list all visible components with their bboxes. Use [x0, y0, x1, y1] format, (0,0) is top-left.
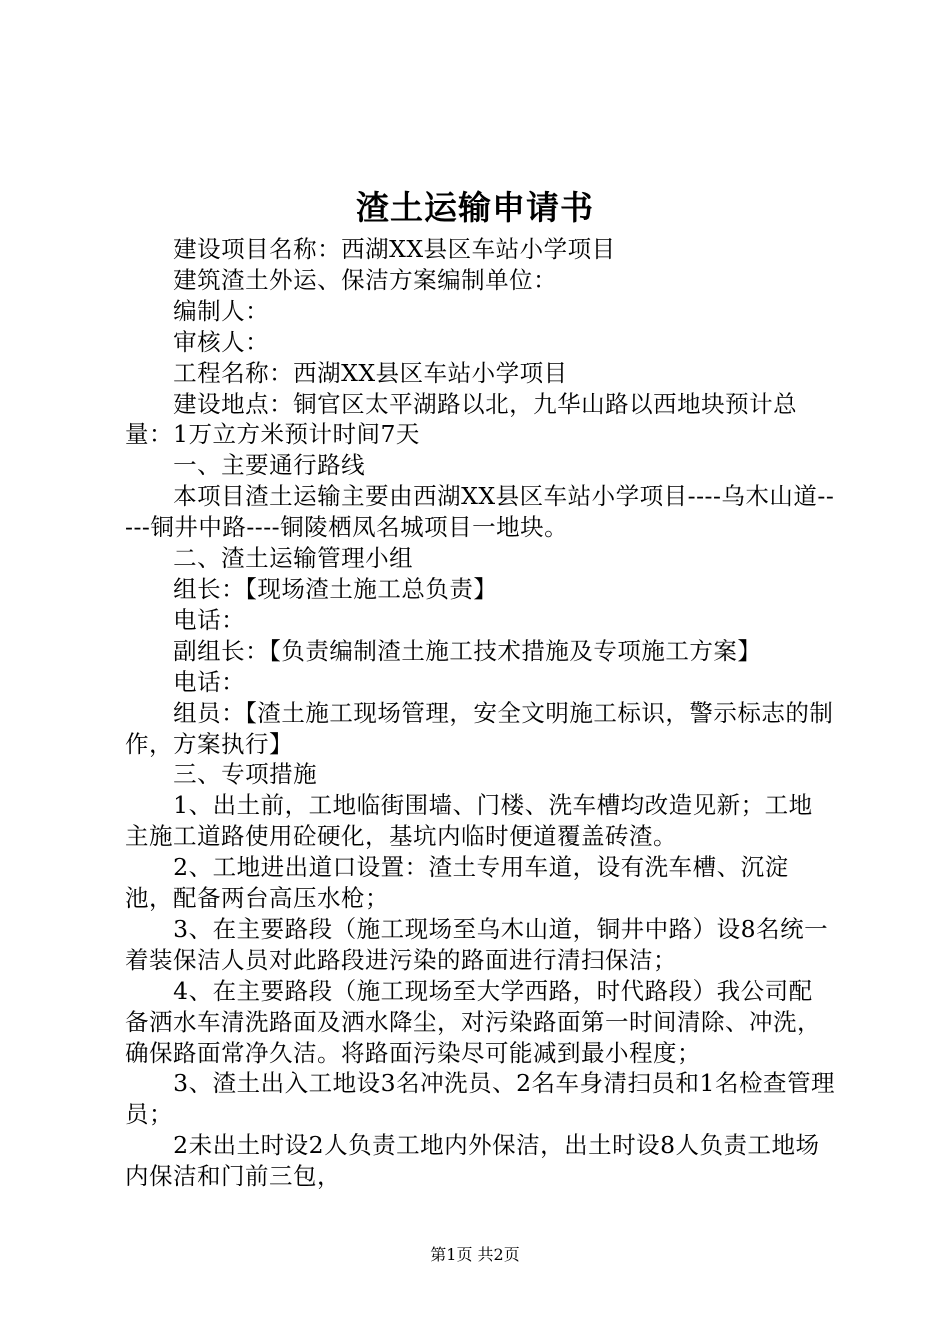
document-body: [125, 234, 835, 1192]
paragraph: 审核人：: [173, 327, 270, 356]
paragraph: 组长：【现场渣土施工总负责】: [173, 574, 498, 603]
paragraph: 编制人：: [173, 296, 270, 325]
paragraph: 3、在主要路段（施工现场至乌木山道，铜井中路）设8名统一着装保洁人员对此路段进污染的路面进行清扫保洁；: [125, 914, 829, 974]
paragraph: 3、渣土出入工地设3名冲洗员、2名车身清扫员和1名检查管理员；: [125, 1069, 835, 1129]
paragraph: 建设项目名称：西湖XX县区车站小学项目: [173, 235, 616, 263]
paragraph: 建设地点：铜官区太平湖路以北，九华山路以西地块预计总量：1万立方米预计时间7天: [125, 389, 798, 449]
page-footer: 第1页 共2页: [430, 1245, 520, 1264]
paragraph: 电话：: [173, 605, 246, 634]
paragraph: 2、工地进出道口设置：渣土专用车道，设有洗车槽、沉淀池，配备两台高压水枪；: [125, 853, 789, 913]
paragraph: 建筑渣土外运、保洁方案编制单位：: [173, 265, 558, 294]
section-heading: 二、渣土运输管理小组: [173, 544, 414, 573]
section-heading: 三、专项措施: [173, 760, 318, 789]
paragraph: 组员：【渣土施工现场管理，安全文明施工标识，警示标志的制作，方案执行】: [125, 698, 834, 758]
paragraph: 4、在主要路段（施工现场至大学西路，时代路段）我公司配备洒水车清洗路面及洒水降尘，对污染路面第一时间清除、冲洗，确保路面常净久洁。将路面污染尽可能减到最小程度；: [125, 976, 821, 1067]
paragraph: 副组长：【负责编制渣土施工技术措施及专项施工方案】: [173, 636, 762, 665]
page-title: 渣土运输申请书: [356, 188, 594, 227]
paragraph: 本项目渣土运输主要由西湖XX县区车站小学项目----乌木山道-----铜井中路----铜陵栖凤名城项目一地块。: [125, 482, 835, 542]
paragraph: 1、出土前，工地临街围墙、门楼、洗车槽均改造见新；工地主施工道路使用砼硬化，基坑内临时便道覆盖砖渣。: [125, 791, 813, 851]
section-heading: 一、主要通行路线: [173, 451, 366, 480]
paragraph: 电话：: [173, 667, 246, 696]
paragraph: 工程名称：西湖XX县区车站小学项目: [173, 358, 568, 387]
paragraph: 2未出土时设2人负责工地内外保洁，出土时设8人负责工地场内保洁和门前三包，: [125, 1131, 820, 1191]
